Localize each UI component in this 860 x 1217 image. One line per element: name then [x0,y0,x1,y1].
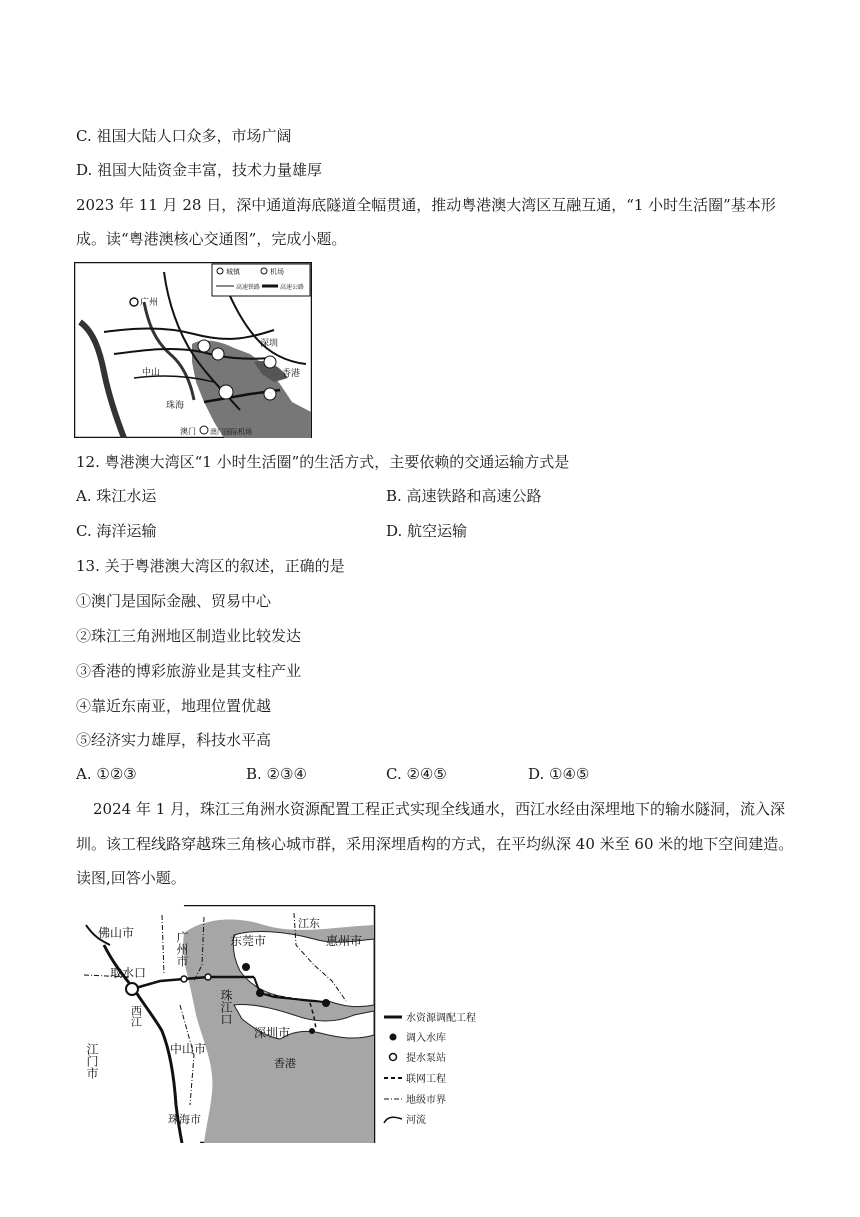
option-12b: B. 高速铁路和高速公路 [386,487,542,505]
legend-rail-label: 高速铁路 [236,284,261,291]
intro-paragraph-2-line-3: 读图,回答小题。 [76,869,186,887]
statement-2: ②珠江三角洲地区制造业比较发达 [76,627,302,645]
legend-airport-label: 机场 [270,268,284,276]
map2-xijiang: 西江 [129,1005,143,1027]
map2-shenzhen: 深圳市 [254,1026,291,1040]
map1-zhongshan: 中山 [142,368,161,378]
map1-macau: 澳门 [180,427,196,436]
option-13a: A. ①②③ [76,765,137,783]
map2-zhongshan: 中山市 [170,1042,207,1056]
map1-macau-airport: 澳门国际机场 [210,428,252,436]
option-12d: D. 航空运输 [386,522,468,540]
water-project-map [84,905,504,1143]
option-13c: C. ②④⑤ [386,765,447,783]
intro-paragraph-2-line-1: 2024 年 1 月，珠江三角洲水资源配置工程正式实现全线通水，西江水经由深埋地下的输水隧洞，流入深 [93,800,786,818]
map1-guangzhou: 广州 [140,298,159,308]
map2-dongjiang: 江东 [298,917,320,930]
map2-zhujiangkou: 珠江口 [219,989,233,1025]
question-12: 12. 粤港澳大湾区“1 小时生活圈”的生活方式，主要依赖的交通运输方式是 [76,453,570,471]
map2-guangzhou: 广州市 [175,931,189,967]
option-13d: D. ①④⑤ [528,765,590,783]
map1-zhuhai: 珠海 [166,401,185,411]
statement-1: ①澳门是国际金融、贸易中心 [76,592,272,610]
statement-4: ④靠近东南亚，地理位置优越 [76,697,272,715]
statement-5: ⑤经济实力雄厚，科技水平高 [76,731,272,749]
intro-paragraph-1-line-1: 2023 年 11 月 28 日，深中通道海底隧道全幅贯通，推动粤港澳大湾区互融互通，“1 小时生活圈”基本形 [76,196,776,214]
option-12a: A. 珠江水运 [76,487,157,505]
option-11c: C. 祖国大陆人口众多，市场广阔 [76,127,292,145]
map1-hongkong: 香港 [282,369,301,379]
map2-huizhou: 惠州市 [326,934,363,948]
map2-foshan: 佛山市 [98,926,135,940]
legend-river-label: 河流 [406,1115,426,1126]
statement-3: ③香港的博彩旅游业是其支柱产业 [76,662,302,680]
option-13b: B. ②③④ [246,765,307,783]
legend-city-label: 城镇 [226,268,240,276]
transport-map [74,262,312,438]
legend-link-label: 联网工程 [406,1074,446,1085]
map2-zhuhai: 珠海市 [168,1113,201,1126]
option-12c: C. 海洋运输 [76,522,157,540]
legend-project-label: 水资源调配工程 [406,1013,476,1024]
option-11d: D. 祖国大陆资金丰富，技术力量雄厚 [76,161,323,179]
map2-jiangmen: 江门市 [85,1043,99,1079]
legend-reservoir-label: 调入水库 [406,1033,446,1044]
intro-paragraph-1-line-2: 成。读“粤港澳核心交通图”，完成小题。 [76,230,347,248]
legend-road-label: 高速公路 [280,284,305,291]
intro-paragraph-2-line-2: 圳。该工程线路穿越珠三角核心城市群，采用深埋盾构的方式，在平均纵深 40 米至 60 米的地下空间建造。 [76,835,794,853]
map2-hongkong: 香港 [274,1057,296,1070]
map1-shenzhen: 深圳 [260,339,279,349]
legend-pump-label: 提水泵站 [406,1053,446,1064]
map2-intake: 取水口 [110,966,147,980]
question-13: 13. 关于粤港澳大湾区的叙述，正确的是 [76,557,345,575]
map2-dongguan: 东莞市 [230,934,267,948]
legend-border-label: 地级市界 [406,1095,446,1106]
